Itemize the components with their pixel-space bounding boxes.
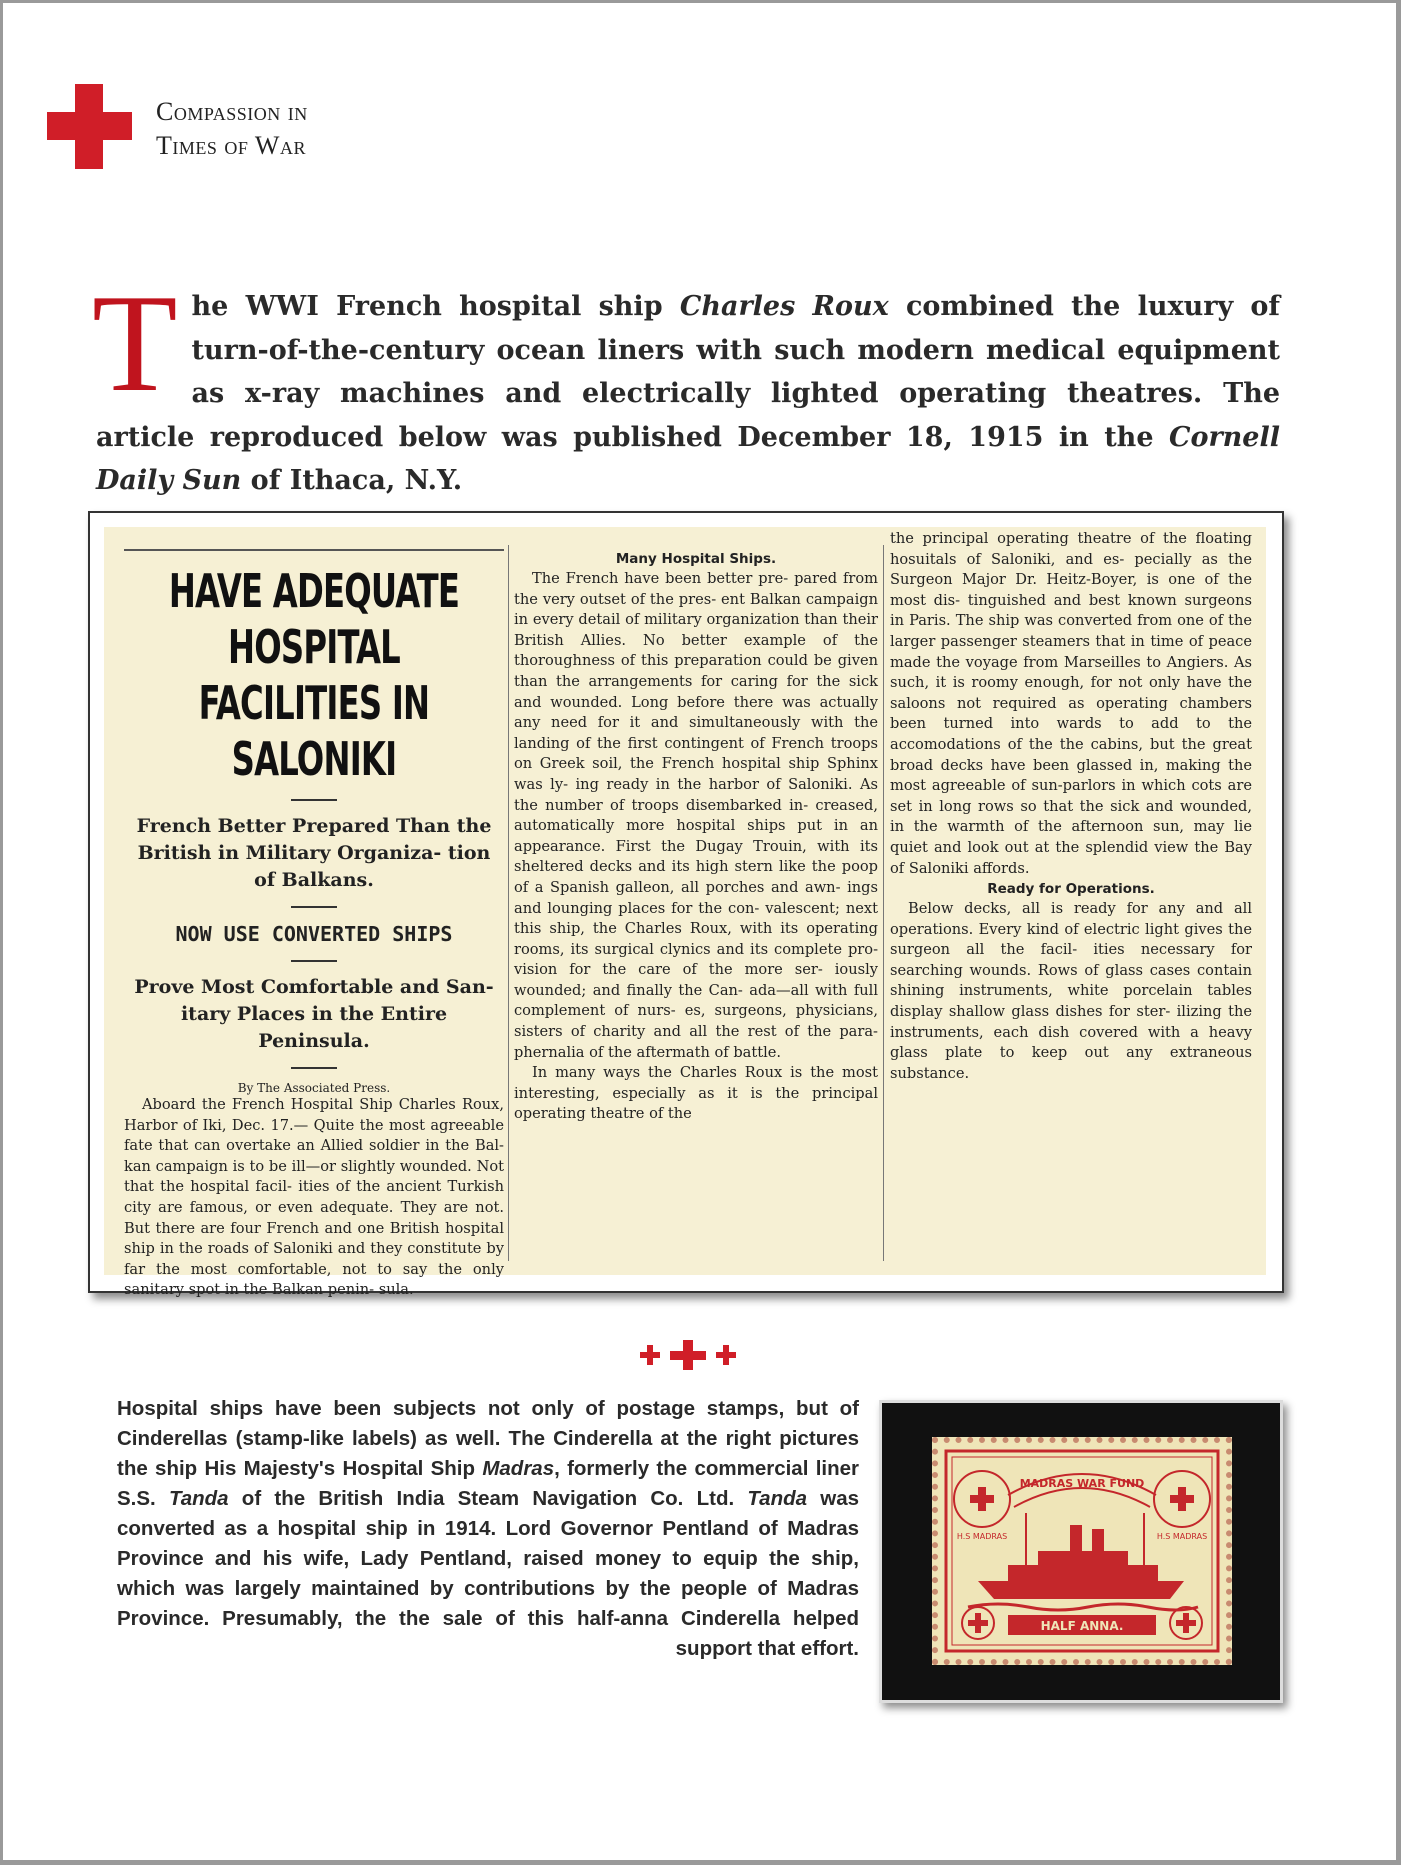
deck-rule xyxy=(291,906,337,908)
headline-line-1: HAVE ADEQUATE HOSPITAL xyxy=(168,564,460,674)
article-deck-3: Prove Most Comfortable and San- itary Places in the Entire Peninsula. xyxy=(134,976,494,1052)
intro-ship-name: Charles Roux xyxy=(679,291,889,322)
article-byline: By The Associated Press. xyxy=(237,1081,391,1095)
caption-text-a: Hospital ships have been subjects not only of postage stamps, but of Cinderellas (stamp-like labels) as well. The Cinderella at the right pictures the ship His Majesty's Hospital Ship xyxy=(117,1397,859,1480)
intro-newspaper: Cornell Daily Sun xyxy=(96,421,1280,496)
caption-ship: Madras xyxy=(482,1457,555,1480)
headline-line-2: FACILITIES IN SALONIKI xyxy=(198,676,430,786)
intro-paragraph xyxy=(92,266,1281,503)
page xyxy=(3,3,1396,1860)
article-deck-1: French Better Prepared Than the British in Military Organiza- tion of Balkans. xyxy=(136,815,492,891)
subhead-ready-for-operations: Ready for Operations. xyxy=(987,881,1155,898)
stamp-top-text: MADRAS WAR FUND xyxy=(1019,1477,1145,1490)
caption-text-b: , formerly the commercial liner S.S. xyxy=(117,1457,859,1510)
column-rule xyxy=(508,545,509,1261)
intro-text-a: he WWI French hospital ship xyxy=(191,291,680,322)
article-col2-body-1: The French have been better pre- pared from the very outset of the pres- ent Balkan campaign in every detail of military organization than their British Allies. No better example of the thoroughness of this preparation could be given than the arrangements for caring for the sick and wounded. Long before there was actually any need for it and simultaneously with the landing of the first contingent of French troops on Greek soil, the French hospital ship Sphinx was ly- ing ready in the harbor of Saloniki. As the number of troops disembarked in- creased, automatically more hospital ships put in an appearance. First the Dugay Trouin, with its sheltered decks and its high stern like the poop of a Spanish galleon, all porches and awn- ings and lounging places for the con- valescent; next this ship, the Charles Roux, with its operating rooms, its surgical clynics and its complete pro- vision for the care of the more ser- iously wounded; and finally the Can- ada—all with full complement of nurs- es, surgeons, physicians, sisters of charity and all the rest of the para- phernalia of the aftermath of battle. xyxy=(514,570,878,1061)
article-col3-body-1: the principal operating theatre of the floating hosuitals of Saloniki, and es- pecially as the Surgeon Major Dr. Heitz-Boyer, is one of the most dis- tinguished and best known surgeons in Paris. The ship was converted from one of the larger passenger steamers that in time of peace made the voyage from Marseilles to Angiers. As such, it is roomy enough, for not only have the saloons not required as operating chambers been turned into wards to add to the accomodations of the the cabins, but the great broad decks have been glassed in, making the most agreeable of sun-parlors in which cots are set in long rows so that the sick and wounded, in the warmth of the afternoon sun, may lie quiet and look out at the splendid view the Bay of Saloniki affords. xyxy=(890,530,1252,877)
newspaper-clipping-frame xyxy=(88,511,1284,1299)
article-column-3 xyxy=(890,529,1252,1084)
intro-text-c: of Ithaca, N.Y. xyxy=(241,465,463,496)
caption-text-c: of the British India Steam Navigation Co. Ltd. xyxy=(228,1487,748,1510)
deck-rule xyxy=(291,799,337,801)
stamp-denomination: HALF ANNA. xyxy=(1040,1619,1124,1633)
series-title-line-1: Compassion in xyxy=(156,97,308,126)
newspaper-clipping xyxy=(104,527,1266,1299)
cinderella-stamp xyxy=(932,1437,1232,1665)
article-column-1 xyxy=(124,549,504,1301)
caption-text-d: was converted as a hospital ship in 1914. Lord Governor Pentland of Madras Province and his wife, Lady Pentland, raised money to equip the ship, which was largely maintained by contributions by the people of Madras Province. Presumably, the the sale of this half-anna Cinderella helped support that effort. xyxy=(117,1487,859,1660)
ship-illustration xyxy=(968,1513,1198,1610)
stamp-right-badge-text: H.S MADRAS xyxy=(1156,1532,1208,1541)
column-rule xyxy=(883,545,884,1261)
intro-text-b: combined the luxury of turn-of-the-century ocean liners with such modern medical equipment as x-ray machines and electrically lighted operating theatres. The article reproduced below was published December 18, 1915 in the xyxy=(96,291,1281,453)
article-col1-body: Aboard the French Hospital Ship Charles Roux, Harbor of Iki, Dec. 17.— Quite the most agreeable fate that can overtake an Allied soldier in the Bal- kan campaign is to be ill—or slightly wounded. Not that the hospital facil- ities of the ancient Turkish city are famous, or even adequate. They are not. But there are four French and one British hospital ship in the roads of Saloniki and they constitute by far the most comfortable, not to say the only sanitary spot in the Balkan penin- sula. xyxy=(124,1096,504,1299)
article-deck-2: NOW USE CONVERTED SHIPS xyxy=(175,922,453,946)
article-headline xyxy=(166,563,462,787)
stamp-mount xyxy=(879,1400,1283,1703)
series-title xyxy=(156,95,308,163)
caption-liner: Tanda xyxy=(168,1487,229,1510)
red-cross-icon xyxy=(47,84,132,169)
article-col3-body-2: Below decks, all is ready for any and all operations. Every kind of electric light gives the surgeon all the facil- ities necessary for searching wounds. Rows of glass cases contain shining instruments, white porcelain tables display shallow glass dishes for ster- ilizing the instruments, each dish covered with a heavy glass plate to keep out any extraneous substance. xyxy=(890,900,1252,1082)
stamp-caption xyxy=(117,1394,859,1664)
article-column-2 xyxy=(514,549,878,1125)
series-title-line-2: Times of War xyxy=(156,131,306,160)
subhead-many-hospital-ships: Many Hospital Ships. xyxy=(615,551,777,567)
drop-cap: T xyxy=(92,266,178,421)
caption-liner-2: Tanda xyxy=(747,1487,808,1510)
deck-rule xyxy=(291,1067,337,1069)
headline-rule xyxy=(124,549,504,551)
stamp-left-badge-text: H.S MADRAS xyxy=(956,1532,1008,1541)
deck-rule xyxy=(291,960,337,962)
triple-cross-divider xyxy=(640,1340,736,1370)
article-col2-body-2: In many ways the Charles Roux is the most interesting, especially as it is the principal operating theatre of the xyxy=(514,1064,878,1123)
stamp-artwork xyxy=(938,1443,1226,1659)
